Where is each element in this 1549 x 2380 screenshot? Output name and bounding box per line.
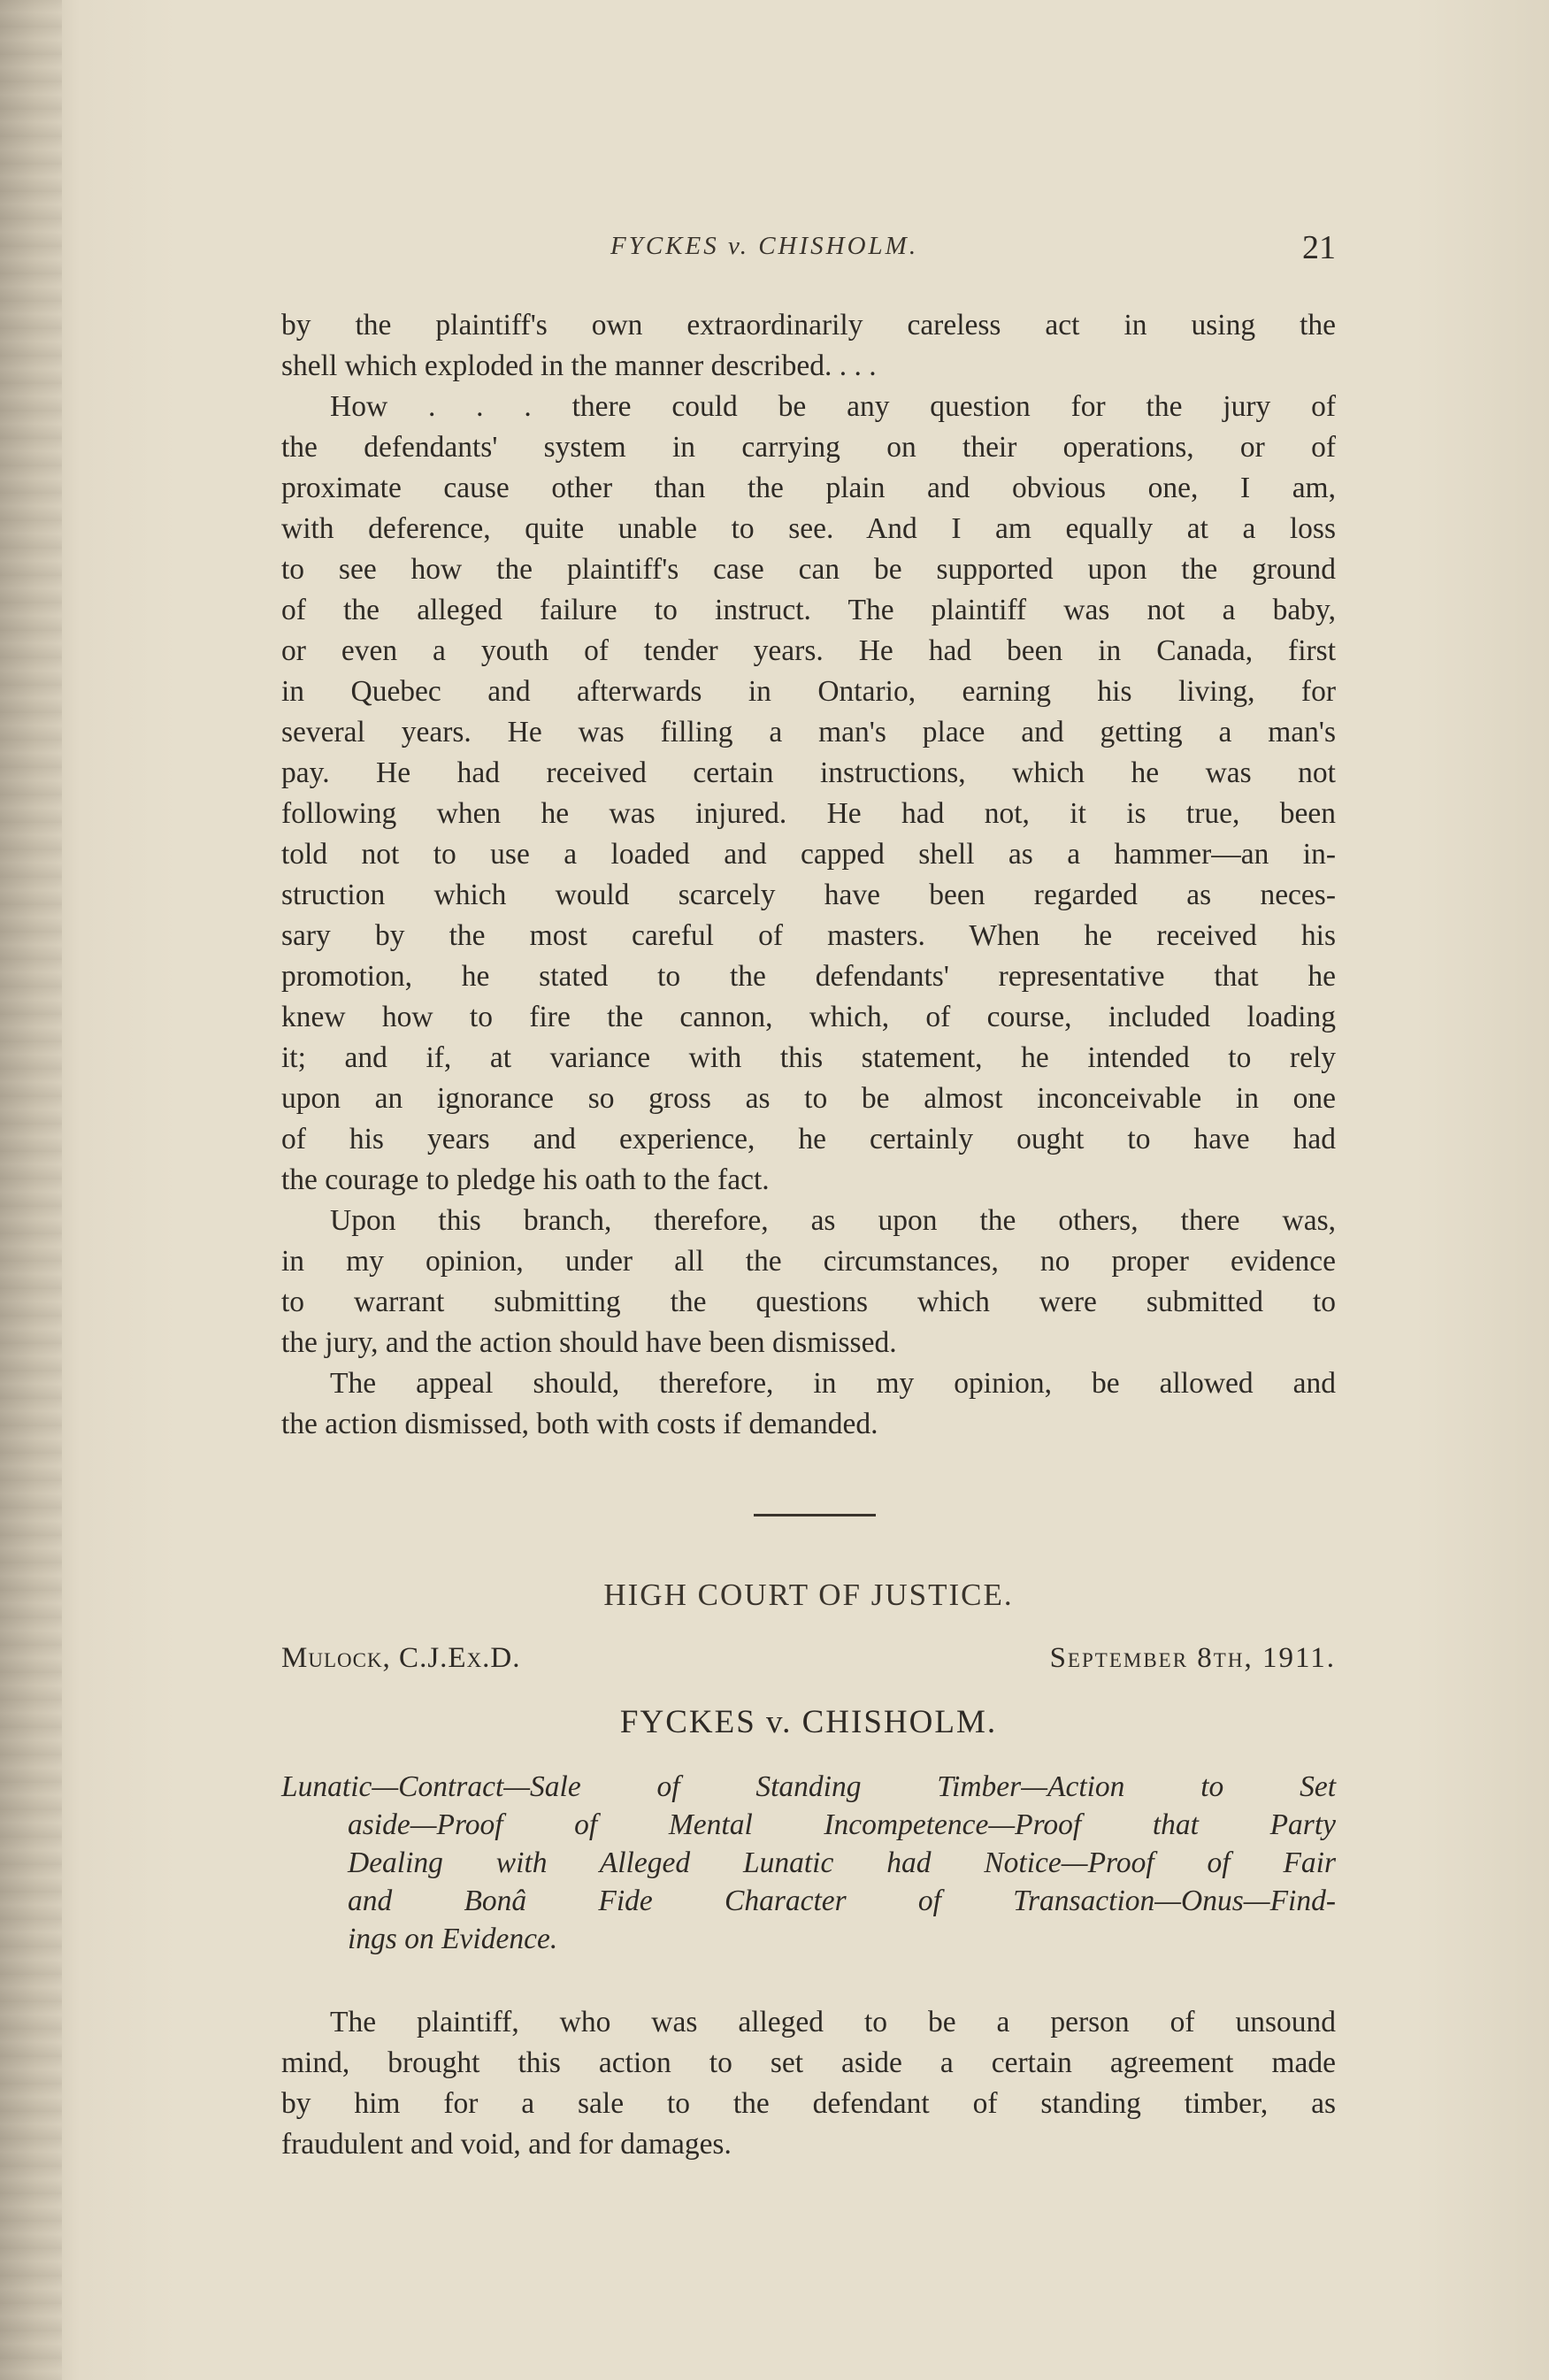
text-line: struction which would scarcely have been regarded as neces- — [281, 879, 1336, 911]
text-line: with deference, quite unable to see. And I am equally at a loss — [281, 512, 1336, 545]
case-title: FYCKES v. CHISHOLM. — [619, 1704, 998, 1740]
text-line: mind, brought this action to set aside a certain agreement made — [281, 2046, 1336, 2079]
text-line: by the plaintiff's own extraordinarily careless act in using the — [281, 309, 1336, 342]
text-line: by him for a sale to the defendant of standing timber, as — [281, 2087, 1336, 2120]
headnote-line: ings on Evidence. — [348, 1923, 558, 1955]
page-number: 21 — [1302, 229, 1336, 266]
text-line: following when he was injured. He had not, it is true, been — [281, 797, 1336, 830]
text-line: the action dismissed, both with costs if demanded. — [281, 1408, 878, 1440]
text-line: sary by the most careful of masters. When he received his — [281, 919, 1336, 952]
text-line: knew how to fire the cannon, which, of course, included loading — [281, 1001, 1336, 1033]
judge-date-line — [281, 1642, 1336, 1683]
text-line: fraudulent and void, and for damages. — [281, 2128, 732, 2161]
text-line: in my opinion, under all the circumstances, no proper evidence — [281, 1245, 1336, 1278]
text-line: or even a youth of tender years. He had been in Canada, first — [281, 634, 1336, 667]
text-line: the defendants' system in carrying on their operations, or of — [281, 431, 1336, 464]
text-line: promotion, he stated to the defendants' representative that he — [281, 960, 1336, 993]
judgment-text — [281, 305, 1336, 1445]
headnote — [281, 1768, 1336, 1958]
text-line: told not to use a loaded and capped shell as a hammer—an in- — [281, 838, 1336, 871]
text-line: upon an ignorance so gross as to be almost inconceivable in one — [281, 1082, 1336, 1115]
running-title: FYCKES v. CHISHOLM. — [610, 232, 919, 260]
judge-name: Mulock, C.J.Ex.D. — [281, 1642, 521, 1674]
text-line: the jury, and the action should have been dismissed. — [281, 1326, 897, 1359]
text-line: several years. He was filling a man's place and getting a man's — [281, 716, 1336, 749]
court-heading: HIGH COURT OF JUSTICE. — [603, 1578, 1014, 1612]
text-line: of his years and experience, he certainly ought to have had — [281, 1123, 1336, 1155]
text-line: to see how the plaintiff's case can be supported upon the ground — [281, 553, 1336, 586]
text-line: proximate cause other than the plain and obvious one, I am, — [281, 472, 1336, 504]
book-spine-shadow — [0, 0, 62, 2380]
text-line: it; and if, at variance with this statement, he intended to rely — [281, 1041, 1336, 1074]
headnote-line: Dealing with Alleged Lunatic had Notice—Proof of Fair — [348, 1846, 1336, 1879]
text-line: How . . . there could be any question for the jury of — [330, 390, 1336, 423]
text-line: of the alleged failure to instruct. The plaintiff was not a baby, — [281, 594, 1336, 626]
headnote-line: aside—Proof of Mental Incompetence—Proof that Party — [348, 1808, 1336, 1841]
headnote-line: and Bonâ Fide Character of Transaction—Onus—Find- — [348, 1885, 1336, 1917]
text-line: The appeal should, therefore, in my opinion, be allowed and — [330, 1367, 1336, 1400]
running-head — [283, 228, 1336, 273]
facts-paragraph — [281, 2002, 1336, 2165]
text-line: the courage to pledge his oath to the fact. — [281, 1163, 770, 1196]
section-divider — [754, 1514, 876, 1516]
text-line: Upon this branch, therefore, as upon the others, there was, — [330, 1204, 1336, 1237]
text-line: shell which exploded in the manner described. . . . — [281, 349, 877, 382]
text-line: pay. He had received certain instructions, which he was not — [281, 756, 1336, 789]
headnote-line: Lunatic—Contract—Sale of Standing Timber—Action to Set — [281, 1770, 1336, 1803]
text-line: The plaintiff, who was alleged to be a person of unsound — [330, 2006, 1336, 2038]
text-line: in Quebec and afterwards in Ontario, earning his living, for — [281, 675, 1336, 708]
text-line: to warrant submitting the questions which were submitted to — [281, 1286, 1336, 1318]
decision-date: September 8th, 1911. — [1049, 1642, 1336, 1674]
